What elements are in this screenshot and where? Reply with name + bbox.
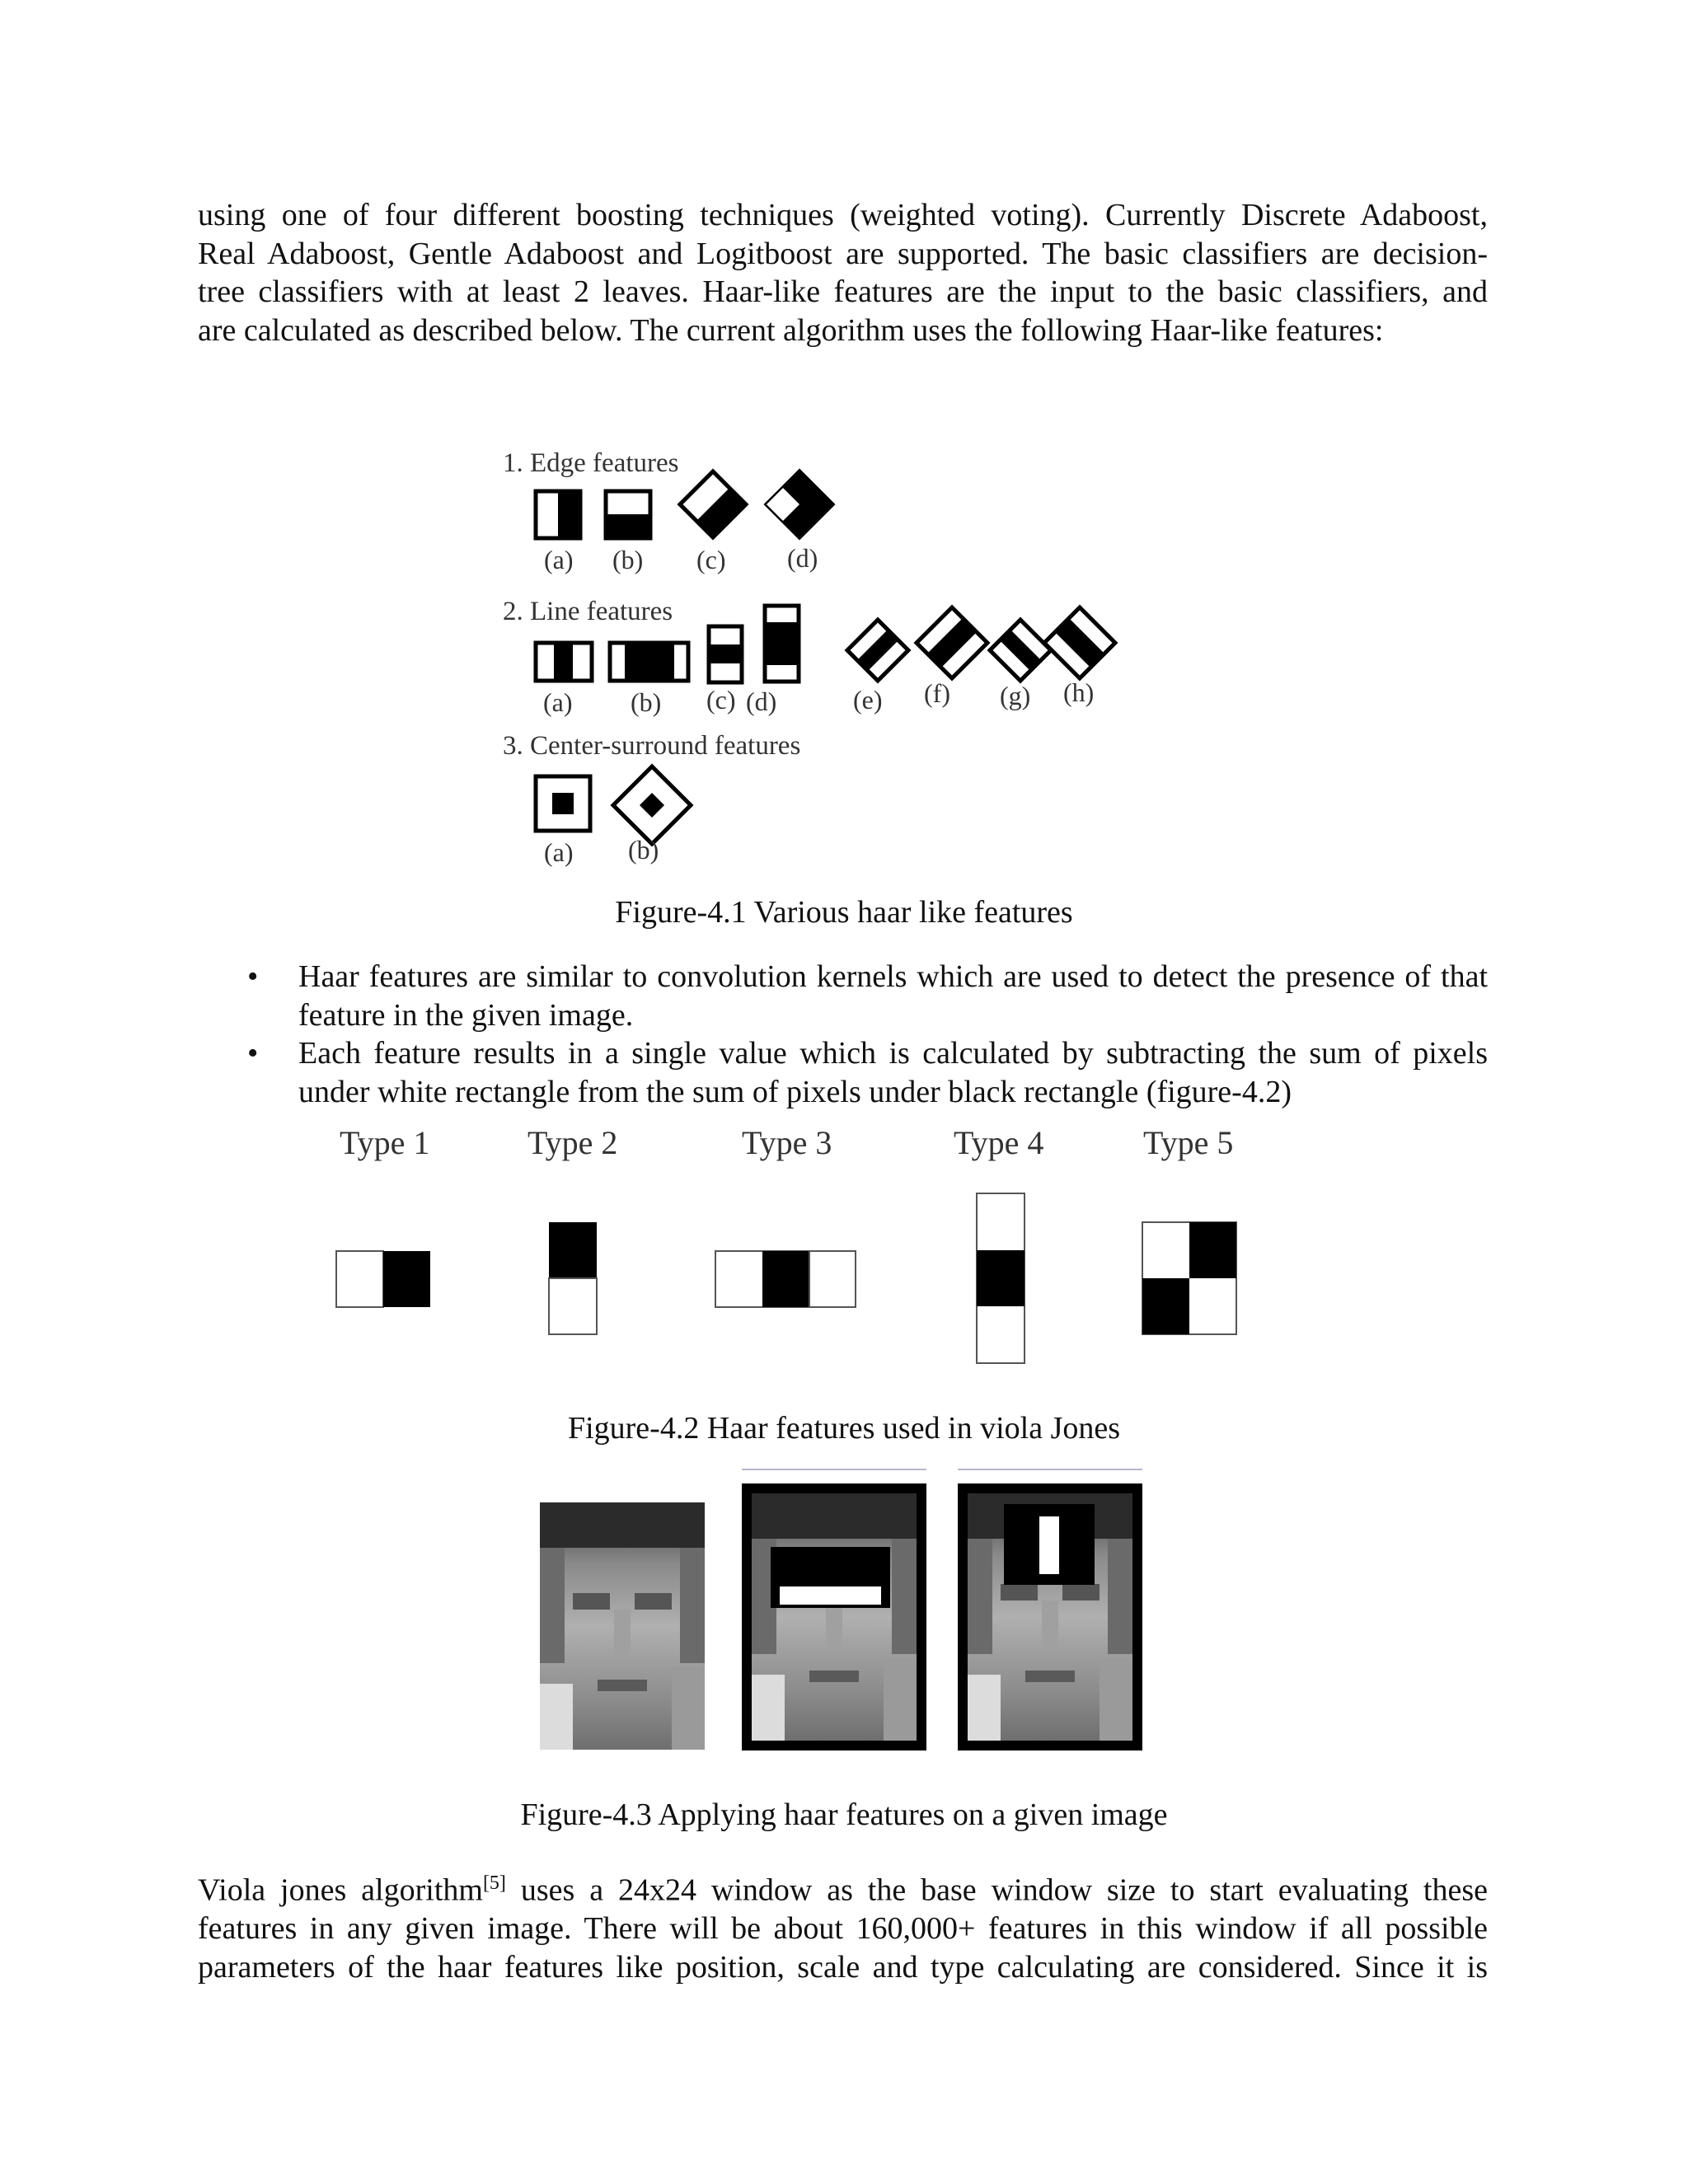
line-label-d: (d) (746, 687, 777, 716)
type-1-label: Type 1 (340, 1124, 430, 1161)
paragraph-text: Viola jones algorithm (198, 1872, 483, 1908)
center-label-b: (b) (628, 835, 659, 865)
edge-label-a: (a) (544, 545, 574, 574)
line-features-title: 2. Line features (503, 597, 673, 626)
line-label-b: (b) (631, 687, 662, 717)
line-label-a: (a) (543, 687, 573, 717)
line-label-g: (g) (1000, 681, 1031, 710)
edge-features-title: 1. Edge features (503, 448, 679, 478)
paragraph-line: tree classifiers with at least 2 leaves. Haar-like features are the input to the basic classifiers, and (198, 274, 1488, 309)
paragraph-line: using one of four different boosting techniques (weighted voting). Currently Discrete Adaboost, (198, 198, 1488, 232)
line-label-c: (c) (706, 685, 736, 715)
list-item: • Haar features are similar to convolution kernels which are used to detect the presence of that feature in the given image. (247, 958, 1488, 1034)
paragraph-line: are calculated as described below. The current algorithm uses the following Haar-like features: (198, 312, 1384, 348)
edge-label-b: (b) (612, 545, 644, 574)
citation-marker: [5] (482, 1872, 506, 1894)
line-label-h: (h) (1063, 677, 1095, 707)
paragraph-line: Real Adaboost, Gentle Adaboost and Logitboost are supported. The basic classifiers are decision- (198, 236, 1488, 271)
type-5-label: Type 5 (1143, 1124, 1234, 1161)
paragraph-line: parameters of the haar features like position, scale and type calculating are considered. Since it is (198, 1949, 1488, 1985)
line-label-f: (f) (924, 678, 950, 708)
face-image-original (540, 1502, 705, 1750)
list-item: • Each feature results in a single value which is calculated by subtracting the sum of pixels under white rectangle from the sum of pixels under black rectangle (figure-4.2) (247, 1034, 1488, 1111)
type-3-label: Type 3 (742, 1124, 832, 1161)
figure-4-3-caption: Figure-4.3 Applying haar features on a given image (520, 1797, 1168, 1832)
center-label-a: (a) (544, 837, 574, 867)
edge-label-c: (c) (696, 545, 726, 574)
line-label-e: (e) (853, 685, 883, 715)
center-features-title: 3. Center-surround features (503, 731, 801, 761)
type-4-label: Type 4 (954, 1124, 1044, 1161)
face-image-three-rectangle-feature (958, 1483, 1142, 1750)
paragraph-text: uses a 24x24 window as the base window size to start evaluating these (505, 1872, 1488, 1908)
figure-4-2-caption: Figure-4.2 Haar features used in viola Jones (567, 1411, 1121, 1446)
paragraph-line: features in any given image. There will be about 160,000+ features in this window if all possible (198, 1911, 1488, 1947)
face-image-two-rectangle-feature (742, 1483, 926, 1750)
paragraph-line (198, 1864, 1488, 1910)
edge-label-d: (d) (787, 543, 818, 573)
closing-paragraph (198, 1864, 1488, 1986)
type-2-label: Type 2 (528, 1124, 618, 1161)
figure-4-1-caption: Figure-4.1 Various haar like features (615, 895, 1073, 930)
